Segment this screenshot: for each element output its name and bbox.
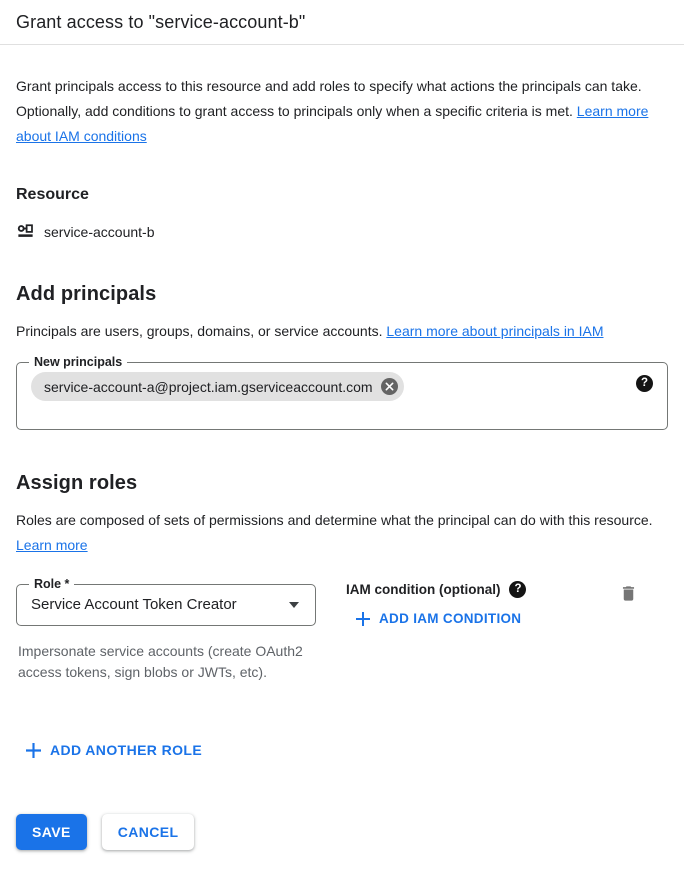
service-account-icon [16, 222, 35, 241]
save-button[interactable]: SAVE [16, 814, 87, 850]
new-principals-label: New principals [34, 355, 123, 369]
principals-description-text: Principals are users, groups, domains, or service accounts. [16, 323, 383, 339]
role-select-value-row[interactable] [29, 591, 305, 613]
chip-remove-button[interactable] [381, 378, 398, 395]
add-principals-heading: Add principals [16, 283, 157, 305]
role-row [16, 577, 668, 697]
add-iam-condition-button[interactable] [356, 611, 521, 626]
intro-paragraph [16, 74, 668, 149]
role-select[interactable] [16, 577, 316, 626]
intro-text: Grant principals access to this resource and add roles to specify what actions the principals can take. Optionally, add conditions to grant access to principals only when a specific criteria is met. [16, 78, 642, 119]
iam-condition-label-row [346, 581, 619, 598]
dialog-header [0, 0, 684, 45]
add-principals-description [16, 319, 668, 344]
roles-learn-more-link[interactable]: Learn more [16, 537, 88, 553]
iam-condition-label: IAM condition (optional) [346, 582, 501, 597]
iam-condition-column [346, 577, 619, 631]
add-another-role-label: ADD ANOTHER ROLE [50, 742, 203, 758]
trash-icon [619, 583, 638, 604]
new-principals-field[interactable] [16, 355, 668, 430]
cancel-button[interactable]: CANCEL [102, 814, 195, 850]
help-icon[interactable]: ? [636, 375, 653, 392]
delete-role-button[interactable] [619, 583, 638, 607]
plus-icon [26, 743, 41, 758]
roles-description-text: Roles are composed of sets of permissions and determine what the principal can do with this resource. [16, 512, 653, 528]
add-iam-condition-label: ADD IAM CONDITION [379, 611, 522, 626]
role-label: Role * [34, 577, 70, 591]
help-icon[interactable]: ? [509, 581, 526, 598]
new-principals-input-area[interactable] [29, 369, 655, 421]
iam-conditions-link[interactable]: Learn more about IAM conditions [16, 103, 649, 144]
principal-chip [31, 372, 404, 401]
dialog-actions [16, 814, 668, 850]
role-selected-value: Service Account Token Creator [31, 596, 237, 613]
dialog-content [0, 74, 684, 850]
assign-roles-description [16, 508, 668, 558]
assign-roles-heading: Assign roles [16, 472, 138, 494]
plus-icon [356, 612, 370, 626]
principals-learn-more-link[interactable]: Learn more about principals in IAM [386, 323, 604, 339]
principal-chip-label: service-account-a@project.iam.gserviceaccount.com [44, 378, 373, 395]
role-column [16, 577, 316, 697]
resource-name: service-account-b [44, 223, 155, 240]
role-description: Impersonate service accounts (create OAuth2 access tokens, sign blobs or JWTs, etc). [18, 643, 303, 680]
close-icon [385, 382, 394, 391]
resource-heading: Resource [16, 186, 89, 203]
page-title: Grant access to "service-account-b" [16, 12, 306, 32]
chevron-down-icon [289, 602, 299, 608]
resource-row [16, 222, 668, 241]
add-another-role-button[interactable] [26, 742, 202, 758]
